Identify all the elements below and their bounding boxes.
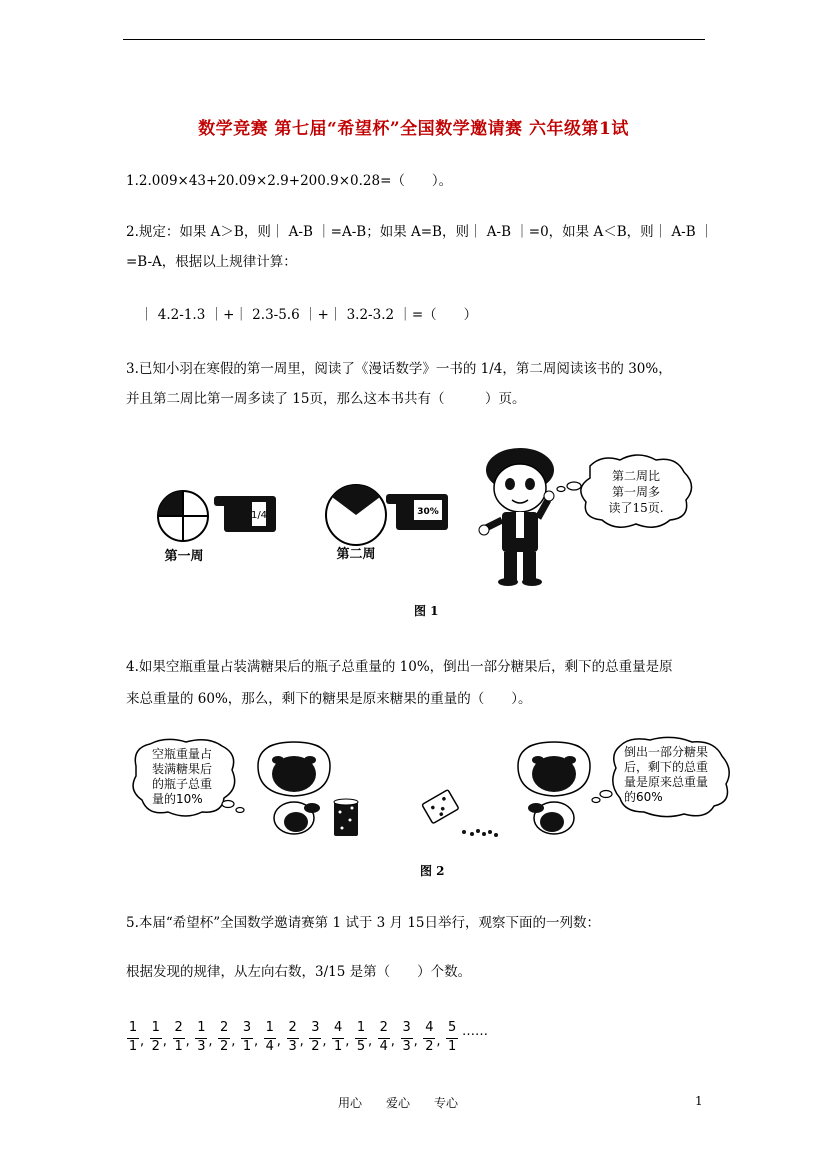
question-3-line-2: 并且第二周比第一周多读了 15页，那么这本书共有（ ）页。 bbox=[126, 391, 526, 407]
cartoon-boy-icon bbox=[479, 448, 554, 586]
question-2-expression: ｜ 4.2-1.3 ｜+｜ 2.3-5.6 ｜+｜ 3.2-3.2 ｜=（ ） bbox=[140, 307, 478, 323]
fraction-numerator: 4 bbox=[425, 1020, 434, 1035]
fraction-numerator: 1 bbox=[128, 1020, 138, 1035]
sequence-separator: , bbox=[345, 1034, 350, 1049]
sequence-ellipsis: …… bbox=[462, 1024, 488, 1039]
right-bubble-line-3: 量是原来总重量 bbox=[624, 775, 709, 789]
fraction-item bbox=[377, 1020, 391, 1055]
header-rule bbox=[123, 39, 705, 40]
question-5-line-2: 根据发现的规律，从左向右数，3/15 是第（ ）个数。 bbox=[126, 964, 472, 980]
fraction-item bbox=[172, 1020, 186, 1055]
fraction-denominator: 5 bbox=[356, 1039, 366, 1054]
fraction-item bbox=[308, 1020, 322, 1055]
fraction-numerator: 5 bbox=[448, 1020, 457, 1035]
fraction-item bbox=[194, 1020, 208, 1055]
figure-2 bbox=[126, 736, 736, 846]
fraction-numerator: 1 bbox=[265, 1020, 274, 1035]
sequence-separator: , bbox=[390, 1034, 395, 1049]
fraction-item bbox=[240, 1020, 254, 1055]
full-candy-jar-icon bbox=[334, 799, 358, 836]
page-title: 数学竞赛 第七届“希望杯”全国数学邀请赛 六年级第1试 bbox=[198, 119, 629, 139]
fraction-denominator: 2 bbox=[151, 1039, 160, 1054]
sequence-separator: , bbox=[413, 1034, 418, 1049]
question-4-line-1: 4.如果空瓶重量占装满糖果后的瓶子总重量的 10%，倒出一部分糖果后，剩下的总重量是原 bbox=[126, 659, 673, 675]
fraction-item bbox=[331, 1020, 345, 1055]
left-speech-bubble bbox=[133, 739, 244, 816]
bubble-line-3: 读了15页. bbox=[608, 501, 664, 515]
bubble-line-1: 第二周比 bbox=[611, 469, 661, 483]
right-bubble-line-4: 的60% bbox=[624, 790, 663, 804]
sequence-separator: , bbox=[436, 1034, 441, 1049]
tipped-candy-jar-icon bbox=[422, 790, 498, 837]
fraction-numerator: 3 bbox=[402, 1020, 411, 1035]
week1-pointing-hand-icon bbox=[214, 496, 276, 532]
week2-pointing-hand-icon bbox=[386, 494, 448, 530]
fraction-item bbox=[126, 1020, 140, 1055]
sequence-separator: , bbox=[322, 1034, 327, 1049]
bubble-line-2: 第一周多 bbox=[611, 485, 661, 499]
fraction-denominator: 3 bbox=[288, 1039, 297, 1054]
right-cow-icon bbox=[518, 742, 590, 834]
sequence-separator: , bbox=[368, 1034, 373, 1049]
fraction-item bbox=[422, 1020, 436, 1055]
fraction-denominator: 1 bbox=[334, 1039, 343, 1054]
footer-text: 用心 爱心 专心 bbox=[338, 1096, 459, 1110]
fraction-denominator: 1 bbox=[174, 1039, 183, 1054]
figure-1-graphic bbox=[150, 448, 710, 628]
sequence-separator: , bbox=[208, 1034, 213, 1049]
fraction-denominator: 2 bbox=[425, 1039, 434, 1054]
page-number: 1 bbox=[695, 1094, 703, 1108]
fraction-item bbox=[263, 1020, 277, 1055]
question-1: 1.2.009×43+20.09×2.9+200.9×0.28=（ ）。 bbox=[126, 173, 453, 189]
left-bubble-line-2: 装满糖果后 bbox=[152, 762, 213, 776]
fraction-item bbox=[445, 1020, 459, 1055]
question-3-line-1: 3.已知小羽在寒假的第一周里，阅读了《漫话数学》一书的 1/4，第二周阅读该书的 30%， bbox=[126, 361, 672, 377]
fraction-denominator: 3 bbox=[402, 1039, 411, 1054]
sequence-separator: , bbox=[162, 1034, 167, 1049]
left-cow-icon bbox=[258, 742, 330, 834]
left-bubble-line-4: 量的10% bbox=[152, 792, 203, 806]
fraction-numerator: 2 bbox=[288, 1020, 297, 1035]
fraction-denominator: 1 bbox=[242, 1039, 252, 1054]
week2-label: 第二周 bbox=[336, 547, 376, 562]
sequence-separator: , bbox=[231, 1034, 236, 1049]
fraction-denominator: 1 bbox=[448, 1039, 457, 1054]
sequence-separator: , bbox=[140, 1034, 145, 1049]
hand1-text: 1/4 bbox=[250, 510, 268, 521]
figure-2-graphic bbox=[126, 736, 736, 846]
right-bubble-line-1: 倒出一部分糖果 bbox=[624, 745, 709, 759]
right-bubble-line-2: 后，剩下的总重 bbox=[624, 760, 709, 774]
fraction-item bbox=[149, 1020, 163, 1055]
fraction-numerator: 2 bbox=[174, 1020, 183, 1035]
figure-1-caption: 图 1 bbox=[414, 604, 439, 618]
fraction-denominator: 2 bbox=[311, 1039, 320, 1054]
sequence-separator: , bbox=[276, 1034, 281, 1049]
fraction-item bbox=[286, 1020, 300, 1055]
figure-2-caption: 图 2 bbox=[420, 864, 445, 878]
question-5-line-1: 5.本届“希望杯”全国数学邀请赛第 1 试于 3 月 15日举行，观察下面的一列数： bbox=[126, 915, 600, 931]
fraction-item bbox=[354, 1020, 368, 1055]
fraction-numerator: 2 bbox=[379, 1020, 388, 1035]
fraction-denominator: 2 bbox=[220, 1039, 229, 1054]
left-bubble-line-3: 的瓶子总重 bbox=[152, 777, 213, 791]
figure-1 bbox=[150, 448, 710, 628]
week2-pie bbox=[326, 485, 386, 545]
week1-pie bbox=[158, 491, 208, 541]
fraction-item bbox=[217, 1020, 231, 1055]
fraction-item bbox=[400, 1020, 414, 1055]
fraction-numerator: 2 bbox=[220, 1020, 229, 1035]
hand2-text: 30% bbox=[417, 507, 439, 517]
fraction-denominator: 3 bbox=[197, 1039, 206, 1054]
week1-label: 第一周 bbox=[164, 549, 204, 564]
fraction-numerator: 1 bbox=[197, 1020, 206, 1035]
sequence-separator: , bbox=[299, 1034, 304, 1049]
fraction-numerator: 4 bbox=[334, 1020, 343, 1035]
question-4-line-2: 来总重量的 60%，那么，剩下的糖果是原来糖果的重量的（ ）。 bbox=[126, 691, 532, 707]
question-2-line-1: 2.规定：如果 A＞B，则｜ A-B ｜=A-B；如果 A=B，则｜ A-B ｜=0，如果 A＜B，则｜ A-B ｜ bbox=[126, 224, 714, 240]
fraction-denominator: 4 bbox=[265, 1039, 274, 1054]
fraction-numerator: 1 bbox=[356, 1020, 366, 1035]
fraction-denominator: 1 bbox=[128, 1039, 138, 1054]
right-speech-bubble bbox=[592, 737, 729, 816]
left-bubble-line-1: 空瓶重量占 bbox=[152, 747, 213, 761]
fraction-numerator: 3 bbox=[242, 1020, 252, 1035]
speech-bubble bbox=[557, 455, 692, 527]
fraction-numerator: 1 bbox=[151, 1020, 160, 1035]
fraction-denominator: 4 bbox=[379, 1039, 388, 1054]
sequence-separator: , bbox=[254, 1034, 259, 1049]
question-2-line-2: =B-A，根据以上规律计算： bbox=[126, 254, 297, 270]
fraction-numerator: 3 bbox=[311, 1020, 320, 1035]
sequence-separator: , bbox=[185, 1034, 190, 1049]
